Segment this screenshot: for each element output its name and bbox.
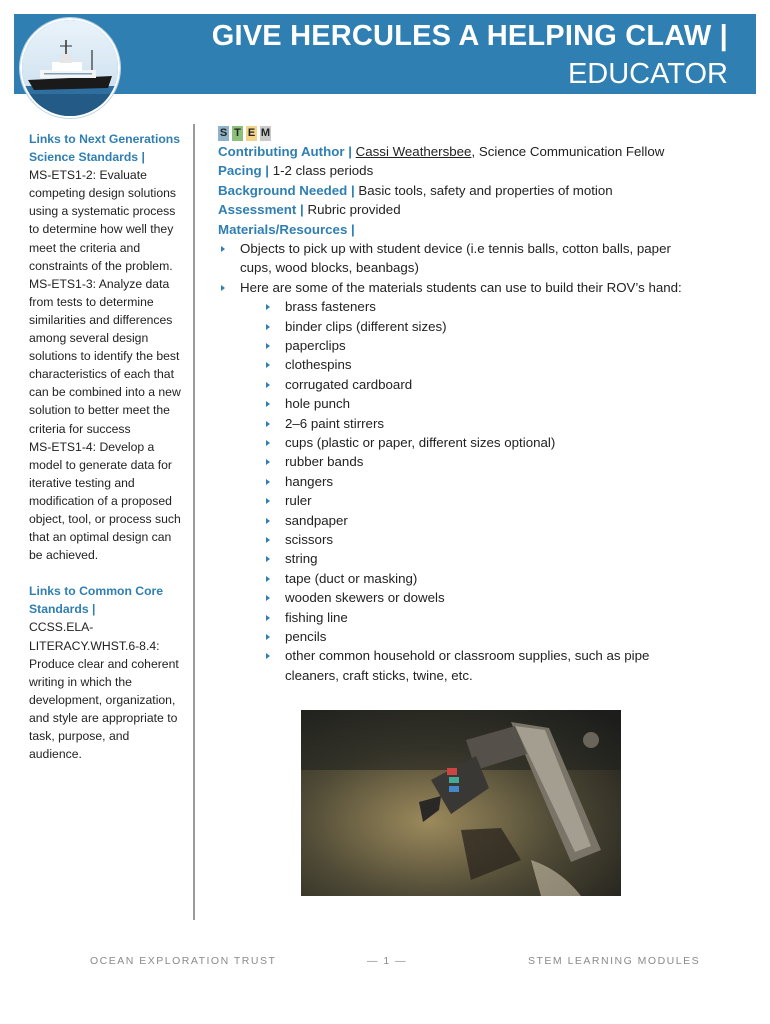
- author-line: Contributing Author | Cassi Weathersbee, Science Communication Fellow: [218, 144, 665, 159]
- page-number: — 1 —: [367, 955, 408, 967]
- list-item: cups (plastic or paper, different sizes optional): [218, 433, 738, 452]
- rov-materials-list: [218, 297, 738, 685]
- materials-list: [218, 239, 738, 685]
- list-item: sandpaper: [218, 511, 738, 530]
- standard-code: MS-ETS1-4: [29, 439, 93, 454]
- standard-code: CCSS.ELA-LITERACY.WHST.6-8.4: [29, 620, 157, 653]
- stem-letter-t: T: [232, 126, 243, 141]
- page-subtitle: EDUCATOR: [567, 58, 728, 90]
- materials-heading: Materials/Resources |: [218, 221, 355, 237]
- rov-arm-photo: [301, 710, 621, 896]
- author-link[interactable]: Cassi Weathersbee: [355, 144, 472, 159]
- list-item: brass fasteners: [218, 297, 738, 316]
- footer-left: OCEAN EXPLORATION TRUST: [90, 955, 277, 967]
- list-item: paperclips: [218, 336, 738, 355]
- header-banner: [14, 14, 756, 94]
- list-item: Objects to pick up with student device (i.e tennis balls, cotton balls, paper cups, wood blocks, beanbags): [218, 239, 738, 278]
- list-item: wooden skewers or dowels: [218, 588, 738, 607]
- list-item: other common household or classroom supplies, such as pipe cleaners, craft sticks, twine, etc.: [218, 646, 738, 685]
- ngss-standard: [29, 438, 185, 565]
- list-item: 2–6 paint stirrers: [218, 414, 738, 433]
- list-item: pencils: [218, 627, 738, 646]
- footer-right: STEM LEARNING MODULES: [528, 955, 701, 967]
- list-item: binder clips (different sizes): [218, 317, 738, 336]
- rov-arm-image: [301, 710, 621, 896]
- list-item: rubber bands: [218, 452, 738, 471]
- list-item: hangers: [218, 472, 738, 491]
- page-title: GIVE HERCULES A HELPING CLAW |: [211, 20, 728, 52]
- standard-text: : Evaluate competing design solutions using a systematic process to determine how well they meet the criteria and constraints of the problem.: [29, 168, 177, 273]
- list-item: Here are some of the materials students can use to build their ROV’s hand: brass fasteners binder clips (different sizes) paperclips clothespins corrugated cardboard hole punch 2–6 paint stirrers cups (plastic or paper, different sizes optional) rubber bands hangers ruler sandpaper scissors string tape (duct or masking) wooden skewers or dowels fishing line pencils other common household or classroom supplies, such as pipe cleaners, craft sticks, twine, etc.: [218, 278, 738, 686]
- ngss-standard: [29, 275, 185, 438]
- ship-image: [22, 20, 118, 116]
- stem-letter-m: M: [260, 127, 271, 139]
- list-item: ruler: [218, 491, 738, 510]
- list-item: tape (duct or masking): [218, 569, 738, 588]
- main-content: [218, 126, 738, 685]
- pacing-line: Pacing | 1-2 class periods: [218, 163, 374, 179]
- background-line: Background Needed | Basic tools, safety and properties of motion: [218, 182, 613, 198]
- ship-logo: [20, 18, 120, 118]
- standard-text: : Produce clear and coherent writing in which the development, organization, and style are appropriate to task, purpose, and audience.: [29, 638, 179, 762]
- ngss-standard: [29, 166, 185, 275]
- assessment-line: Assessment | Rubric provided: [218, 202, 401, 218]
- list-item: string: [218, 549, 738, 568]
- common-core-heading: Links to Common Core Standards |: [29, 584, 164, 617]
- standard-text: : Develop a model to generate data for iterative testing and modification of a proposed object, tool, or process such that an optimal design can be achieved.: [29, 439, 181, 563]
- column-divider: [193, 124, 195, 920]
- ngss-heading: Links to Next Generations Science Standards |: [29, 132, 181, 165]
- stem-letter-e: E: [247, 127, 256, 139]
- standard-text: : Analyze data from tests to determine similarities and differences among several design solutions to identify the best characteristics of each that can be combined into a new solution to better meet the criteria for success: [29, 276, 181, 436]
- list-item: hole punch: [218, 394, 738, 413]
- stem-letter-s: S: [219, 127, 228, 139]
- list-item: scissors: [218, 530, 738, 549]
- common-core-standard: [29, 618, 185, 763]
- standard-code: MS-ETS1-3: [29, 276, 93, 291]
- stem-badge: [218, 126, 738, 141]
- list-item: clothespins: [218, 355, 738, 374]
- list-item: corrugated cardboard: [218, 375, 738, 394]
- standard-code: MS-ETS1-2: [29, 168, 93, 183]
- list-item: fishing line: [218, 608, 738, 627]
- sidebar-standards: [29, 130, 185, 763]
